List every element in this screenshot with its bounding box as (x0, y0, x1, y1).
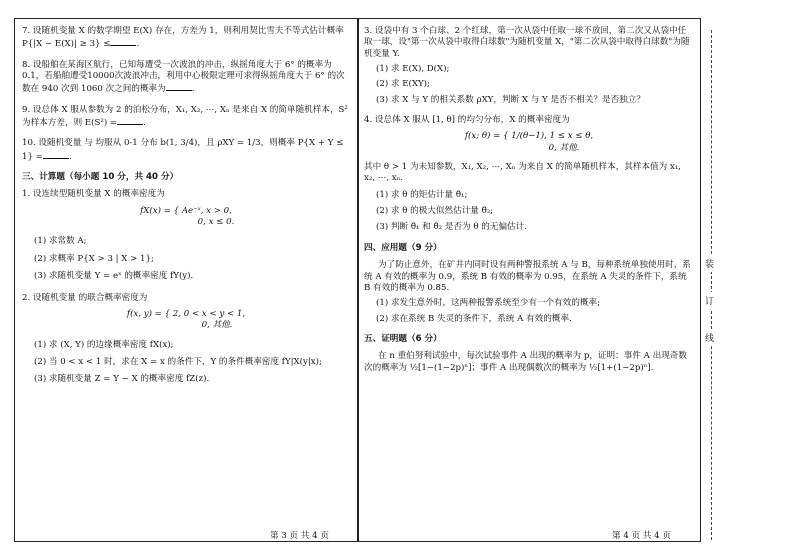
question-7: 7. 设随机变量 X 的数学期望 E(X) 存在，方差为 1，则利用契比雪夫不等式估计概率 P{|X − E(X)| ≥ 3} ≤ . (22, 26, 344, 50)
page-footer-right: 第 4 页 共 4 页 (612, 531, 671, 541)
formula-2: f(x, y) = { 2, 0 < x < y < 1, 0, 其他. (126, 308, 246, 331)
binding-char-zhuang: 装 (705, 255, 714, 272)
proof-question: 在 n 重伯努利试验中，每次试验事件 A 出现的概率为 p，证明：事件 A 出现奇数次的概率为 ½[1−(1−2p)ⁿ]；事件 A 出现偶数次的概率为 ½[1+(1−2p)ⁿ]. (364, 351, 687, 373)
page-footer-left: 第 3 页 共 4 页 (270, 531, 329, 541)
binding-char-ding: 订 (705, 292, 714, 309)
section-4-heading: 四、应用题（9 分） (364, 242, 442, 253)
question-8: 8. 设船舶在某海区航行，已知每遭受一次波浪的冲击，纵摇角度大于 6° 的概率为0.1，若船舶遭受10000次波浪冲击，利用中心极限定理可求得纵摇角度大于 6° 的次数在 940 次到 1060 次之间的概率为 . (22, 59, 345, 95)
calc-2: 2. 设随机变量 的联合概率密度为 f(x, y) = { 2, 0 < x < y < 1, 0, 其他. (1) 求 (X, Y) 的边缘概率密度 fX(x); (2) 当 0 < x < 1 时，求在 X = x 的条件下，Y 的条件概率密度 fY|X(y|x); (3) 求随机变量 Z = Y − X 的概率密度 fZ(z). (22, 293, 350, 386)
answer-blank (110, 37, 136, 46)
binding-char-xian: 线 (705, 329, 714, 346)
formula-1: fX(x) = { Ae⁻ˣ, x > 0, 0, x ≤ 0. (140, 205, 235, 228)
answer-blank (117, 116, 143, 125)
binding-cut-line (711, 30, 712, 540)
column-divider (357, 18, 359, 542)
answer-blank (166, 82, 192, 91)
question-10: 10. 设随机变量 与 均服从 0-1 分布 b(1, 3/4)，且 ρXY = 1/3，则概率 P{X + Y ≤ 1} = . (22, 138, 344, 162)
answer-blank (43, 150, 69, 159)
calc-1: 1. 设连续型随机变量 X 的概率密度为 fX(x) = { Ae⁻ˣ, x > 0, 0, x ≤ 0. (1) 求常数 A; (2) 求概率 P{X > 3 | X > 1}; (3) 求随机变量 Y = eˣ 的概率密度 fY(y). (22, 189, 350, 282)
calc-3: 3. 设袋中有 3 个白球、2 个红球，第一次从袋中任取一球不放回，第二次又从袋中任取一球，设"第一次从袋中取得白球数"为随机变量 X，"第二次从袋中取得白球数"为随机变量 Y. (1) 求 E(X), D(X); (2) 求 E(XY); (3) 求 X 与 Y 的相关系数 ρXY，判断 X 与 Y 是否不相关？是否独立？ (364, 26, 690, 105)
question-9: 9. 设总体 X 服从参数为 2 的泊松分布，X₁, X₂, ⋯, Xₙ 是来自 X 的简单随机样本，S² 为样本方差，则 E(S²) = . (22, 104, 348, 129)
right-column (364, 26, 694, 383)
formula-4: f(x; θ) = { 1/(θ−1), 1 ≤ x ≤ θ, 0, 其他. (464, 131, 594, 153)
calc-4: 4. 设总体 X 服从 [1, θ] 的均匀分布，X 的概率密度为 f(x; θ) = { 1/(θ−1), 1 ≤ x ≤ θ, 0, 其他. 其中 θ > 1 为未知参数，X₁, X₂, ⋯, Xₙ 为来自 X 的简单随机样本，其样本值为 x₁, x₂, ⋯, xₙ. (1) 求 θ 的矩估计量 θ̂₁; (2) 求 θ 的极大似然估计量 θ̂₂; (3) 判断 θ̂₁ 和 θ̂₂ 是否为 θ 的无偏估计. (364, 115, 694, 234)
section-3-heading: 三、计算题（每小题 10 分，共 40 分） (22, 172, 179, 183)
left-column (22, 26, 350, 386)
section-5-heading: 五、证明题（6 分） (364, 333, 442, 344)
application-question: 为了防止意外，在矿井内同时设有两种警报系统 A 与 B，每种系统单独使用时，系统 A 有效的概率为 0.9，系统 B 有效的概率为 0.95，在系统 A 失灵的条件下，系统 B 有效的概率为 0.85. (1) 求发生意外时，这两种报警系统至少有一个有效的概率; (2) 求在系统 B 失灵的条件下，系统 A 有效的概率. (364, 260, 691, 324)
